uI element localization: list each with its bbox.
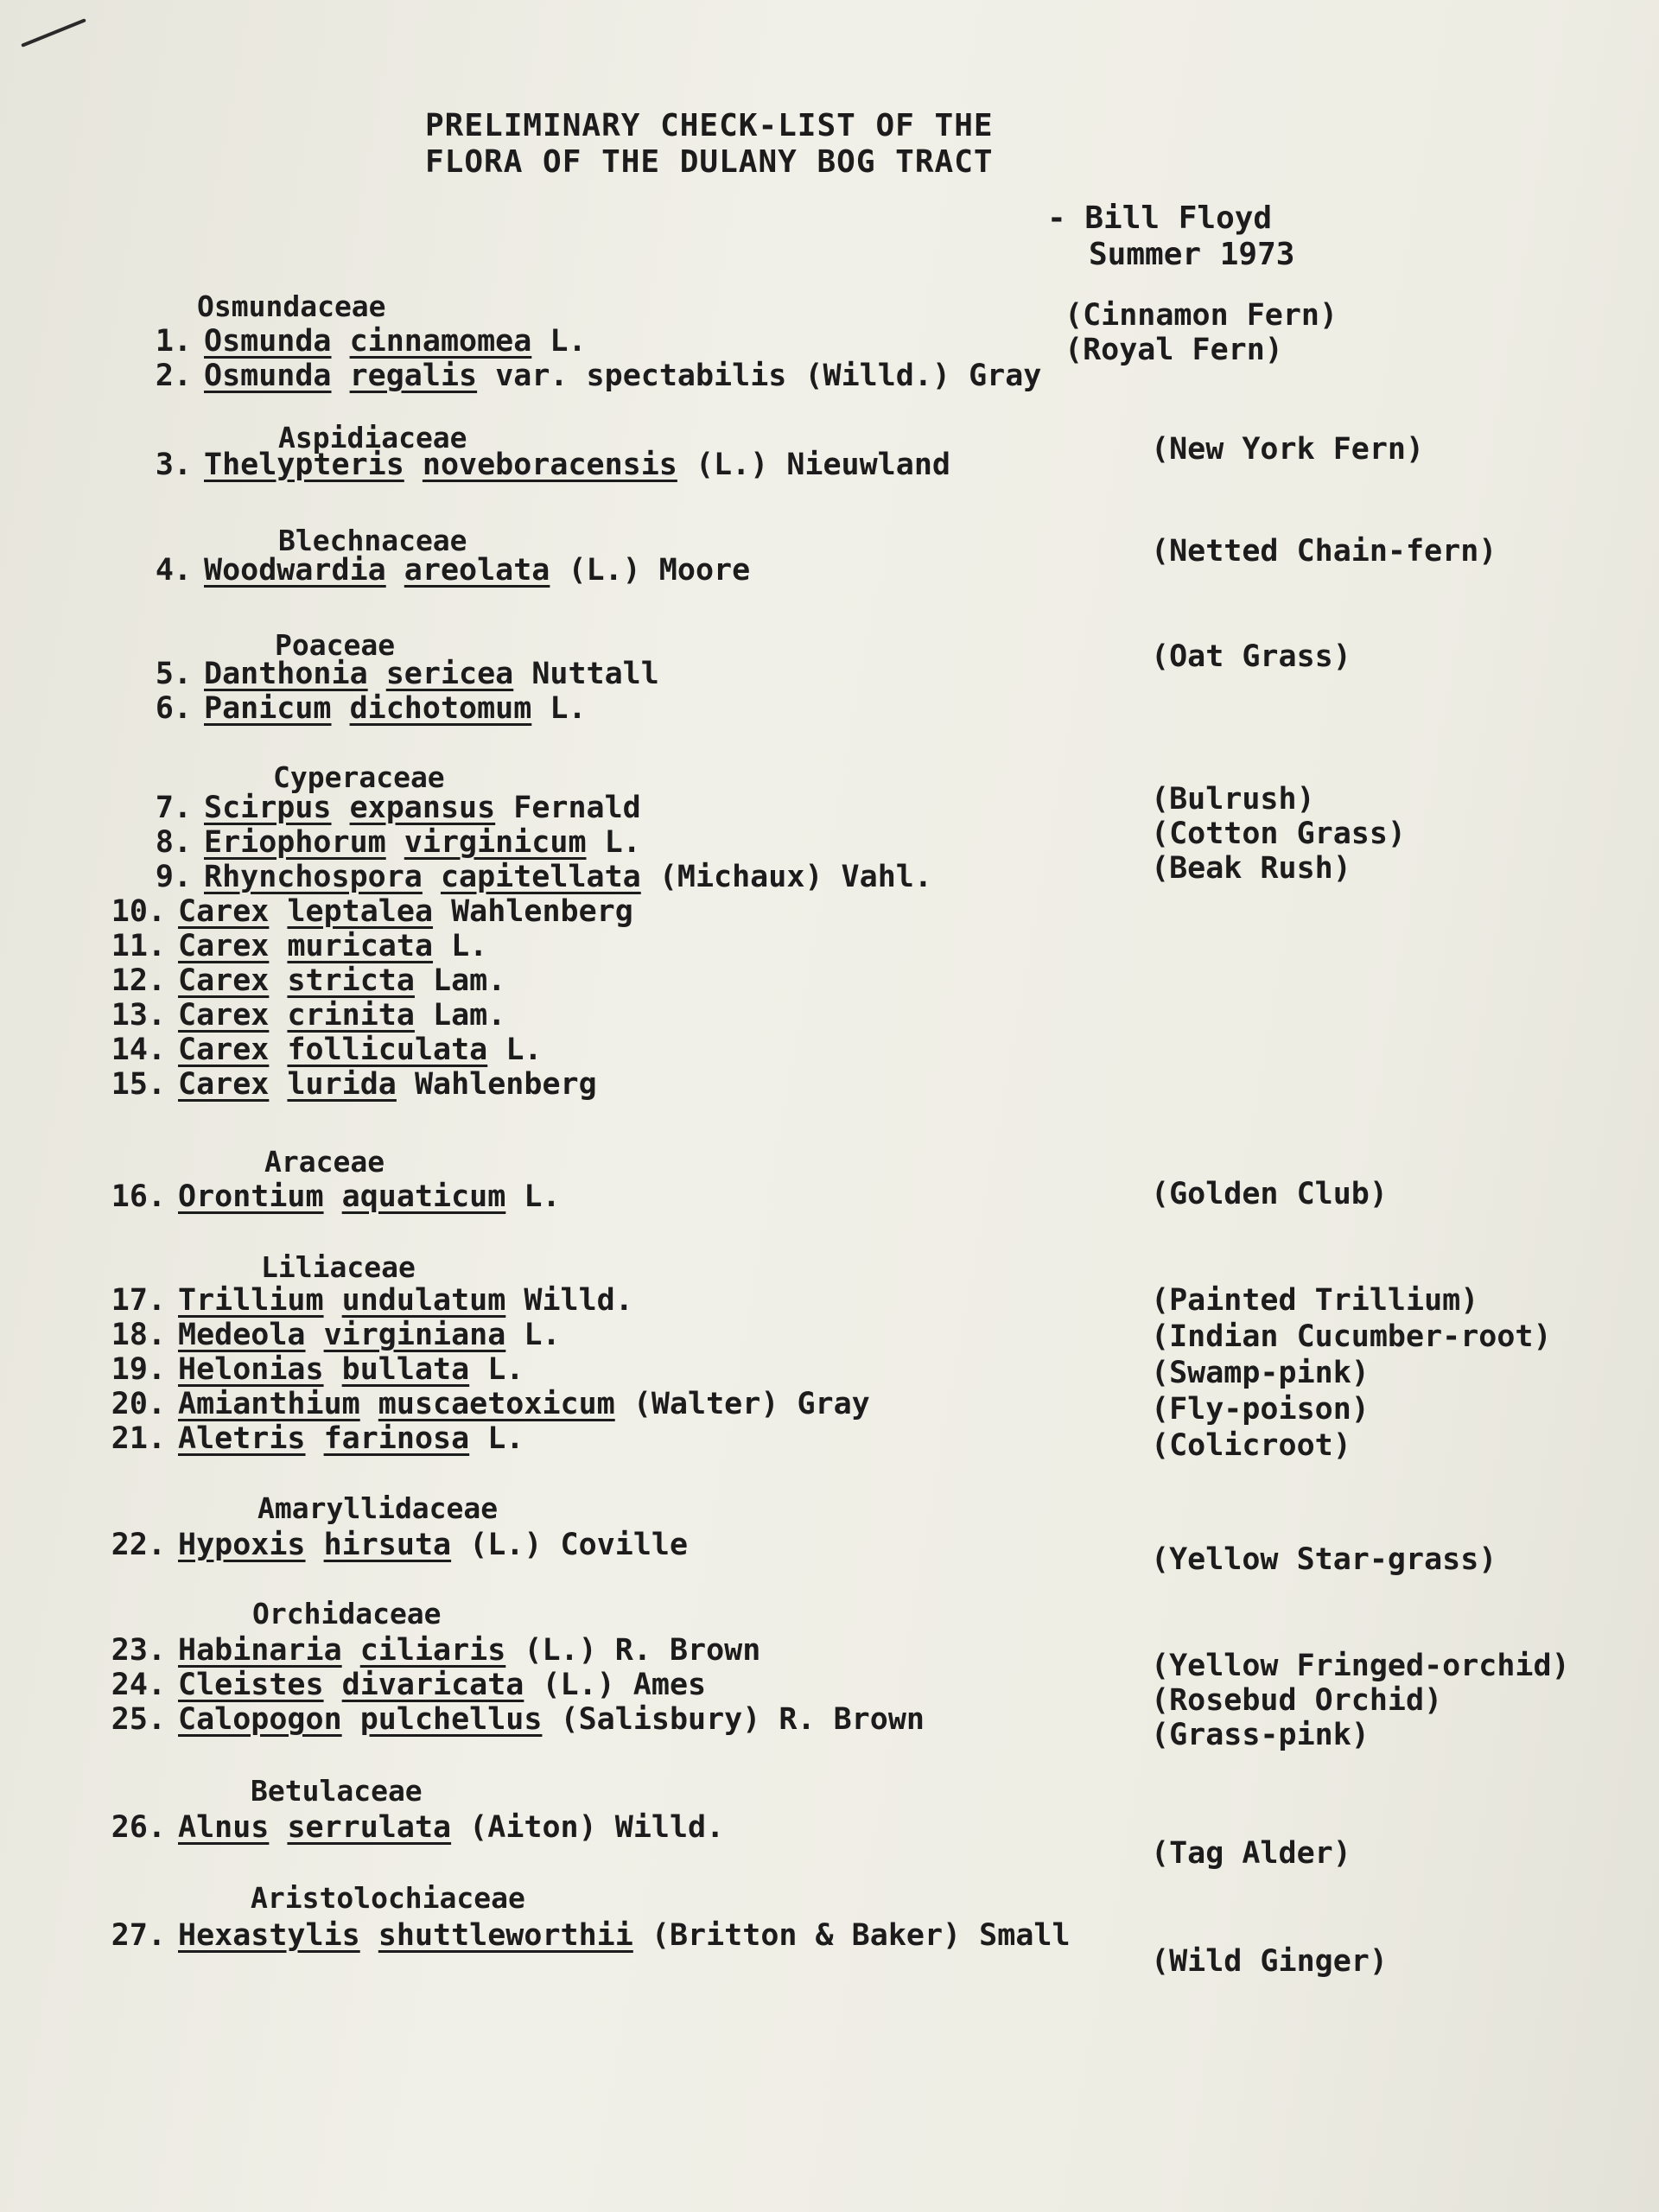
- author-abbrev: L.: [487, 1352, 524, 1387]
- common-name: (Tag Alder): [1151, 1836, 1351, 1871]
- author-abbrev: (Willd.) Gray: [804, 359, 1042, 393]
- author-abbrev: Lam.: [433, 998, 506, 1033]
- species-epithet: dichotomum: [349, 691, 532, 726]
- species-epithet: bullata: [341, 1352, 470, 1387]
- author-abbrev: (L.) Ames: [542, 1668, 707, 1702]
- species-number: 9.: [155, 860, 192, 894]
- species-epithet: muricata: [287, 929, 434, 963]
- author-abbrev: L.: [524, 1318, 561, 1352]
- species-epithet: aquaticum: [341, 1179, 506, 1214]
- genus-name: Panicum: [204, 691, 332, 726]
- author-abbrev: (Salisbury) R. Brown: [560, 1702, 925, 1737]
- genus-name: Cleistes: [178, 1668, 324, 1702]
- common-name: (Grass-pink): [1151, 1718, 1370, 1752]
- author-abbrev: Lam.: [433, 963, 506, 998]
- species-row: [86, 1352, 524, 1387]
- species-epithet: undulatum: [341, 1283, 506, 1318]
- species-row: [86, 1918, 1071, 1953]
- species-number: 26.: [111, 1810, 166, 1845]
- species-epithet: areolata: [404, 553, 550, 588]
- species-number: 5.: [155, 657, 192, 691]
- species-number: 18.: [111, 1318, 166, 1352]
- species-row: [86, 894, 633, 929]
- variety-name: var. spectabilis: [495, 359, 787, 393]
- author-abbrev: L.: [505, 1033, 543, 1067]
- title-line-1: PRELIMINARY CHECK-LIST OF THE: [425, 108, 994, 143]
- species-row: [112, 324, 587, 359]
- genus-name: Woodwardia: [204, 553, 386, 588]
- genus-name: Trillium: [178, 1283, 324, 1318]
- author-abbrev: L.: [550, 324, 587, 359]
- species-row: [112, 359, 1041, 393]
- species-row: [86, 998, 505, 1033]
- species-number: 19.: [111, 1352, 166, 1387]
- common-name: (Painted Trillium): [1151, 1283, 1479, 1318]
- author-abbrev: Wahlenberg: [414, 1067, 597, 1102]
- common-name: (Netted Chain-fern): [1151, 534, 1497, 569]
- author-abbrev: L.: [550, 691, 587, 726]
- species-epithet: farinosa: [323, 1421, 470, 1456]
- genus-name: Amianthium: [178, 1387, 360, 1421]
- author-abbrev: L.: [524, 1179, 561, 1214]
- species-epithet: leptalea: [287, 894, 434, 929]
- species-epithet: lurida: [287, 1067, 397, 1102]
- common-name: (Yellow Star-grass): [1151, 1542, 1497, 1577]
- species-row: [112, 860, 932, 894]
- genus-name: Helonias: [178, 1352, 324, 1387]
- genus-name: Calopogon: [178, 1702, 342, 1737]
- family-heading: Araceae: [264, 1145, 385, 1179]
- species-number: 12.: [111, 963, 166, 998]
- genus-name: Carex: [178, 1067, 270, 1102]
- author-abbrev: (L.) R. Brown: [524, 1633, 761, 1668]
- species-number: 13.: [111, 998, 166, 1033]
- title-line-2: FLORA OF THE DULANY BOG TRACT: [425, 144, 994, 180]
- common-name: (Fly-poison): [1151, 1392, 1370, 1427]
- genus-name: Carex: [178, 1033, 270, 1067]
- author-name: - Bill Floyd: [1047, 200, 1273, 236]
- species-row: [86, 1810, 724, 1845]
- genus-name: Eriophorum: [204, 825, 386, 860]
- species-epithet: sericea: [385, 657, 514, 691]
- genus-name: Orontium: [178, 1179, 324, 1214]
- author-abbrev: (Britton & Baker) Small: [651, 1918, 1071, 1953]
- genus-name: Carex: [178, 929, 270, 963]
- genus-name: Thelypteris: [204, 448, 404, 482]
- family-heading: Osmundaceae: [197, 289, 386, 323]
- common-name: (Bulrush): [1151, 782, 1315, 817]
- genus-name: Carex: [178, 894, 270, 929]
- author-abbrev: (Aiton) Willd.: [469, 1810, 725, 1845]
- species-epithet: pulchellus: [359, 1702, 543, 1737]
- species-row: [86, 1067, 597, 1102]
- author-abbrev: (L.) Moore: [568, 553, 751, 588]
- genus-name: Osmunda: [204, 324, 332, 359]
- species-row: [86, 1528, 688, 1562]
- author-abbrev: (Michaux) Vahl.: [658, 860, 932, 894]
- species-row: [112, 448, 950, 482]
- family-heading: Aristolochiaceae: [251, 1881, 525, 1915]
- genus-name: Danthonia: [204, 657, 368, 691]
- species-number: 24.: [111, 1668, 166, 1702]
- species-number: 20.: [111, 1387, 166, 1421]
- family-heading: Amaryllidaceae: [257, 1491, 499, 1525]
- genus-name: Hypoxis: [178, 1528, 306, 1562]
- species-row: [112, 791, 641, 825]
- species-row: [112, 657, 659, 691]
- family-heading: Blechnaceae: [278, 524, 467, 557]
- common-name: (Rosebud Orchid): [1151, 1683, 1443, 1718]
- author-block: [1047, 200, 1294, 273]
- species-number: 23.: [111, 1633, 166, 1668]
- species-number: 6.: [155, 691, 192, 726]
- species-number: 10.: [111, 894, 166, 929]
- common-name: (Beak Rush): [1151, 851, 1351, 886]
- species-number: 14.: [111, 1033, 166, 1067]
- species-number: 11.: [111, 929, 166, 963]
- genus-name: Hexastylis: [178, 1918, 360, 1953]
- genus-name: Scirpus: [204, 791, 332, 825]
- common-name: (Wild Ginger): [1151, 1944, 1388, 1979]
- species-epithet: hirsuta: [323, 1528, 452, 1562]
- genus-name: Habinaria: [178, 1633, 342, 1668]
- species-epithet: divaricata: [341, 1668, 524, 1702]
- common-name: (Royal Fern): [1065, 333, 1283, 367]
- author-abbrev: Nuttall: [531, 657, 659, 691]
- species-number: 4.: [155, 553, 192, 588]
- species-row: [86, 1633, 760, 1668]
- author-abbrev: Willd.: [524, 1283, 633, 1318]
- species-row: [112, 691, 587, 726]
- species-number: 22.: [111, 1528, 166, 1562]
- species-epithet: folliculata: [287, 1033, 488, 1067]
- species-epithet: virginicum: [404, 825, 587, 860]
- species-row: [112, 825, 641, 860]
- species-number: 16.: [111, 1179, 166, 1214]
- author-abbrev: (L.) Coville: [469, 1528, 689, 1562]
- common-name: (Colicroot): [1151, 1428, 1351, 1463]
- document-title: [425, 108, 994, 181]
- author-date: Summer 1973: [1089, 237, 1295, 272]
- species-number: 8.: [155, 825, 192, 860]
- common-name: (Indian Cucumber-root): [1151, 1319, 1552, 1354]
- family-heading: Aspidiaceae: [278, 421, 467, 454]
- species-epithet: shuttleworthii: [378, 1918, 633, 1953]
- family-heading: Betulaceae: [251, 1774, 423, 1808]
- species-epithet: capitellata: [440, 860, 641, 894]
- author-abbrev: L.: [604, 825, 641, 860]
- species-epithet: serrulata: [287, 1810, 452, 1845]
- pen-mark: [21, 18, 86, 48]
- species-number: 27.: [111, 1918, 166, 1953]
- species-row: [86, 1668, 706, 1702]
- species-number: 25.: [111, 1702, 166, 1737]
- common-name: (New York Fern): [1151, 432, 1425, 467]
- genus-name: Osmunda: [204, 359, 332, 393]
- genus-name: Rhynchospora: [204, 860, 423, 894]
- species-row: [86, 963, 505, 998]
- genus-name: Alnus: [178, 1810, 270, 1845]
- family-heading: Orchidaceae: [252, 1597, 442, 1630]
- species-number: 2.: [155, 359, 192, 393]
- common-name: (Yellow Fringed-orchid): [1151, 1649, 1570, 1683]
- species-row: [86, 929, 487, 963]
- species-number: 7.: [155, 791, 192, 825]
- species-row: [112, 553, 750, 588]
- author-abbrev: (Walter) Gray: [632, 1387, 870, 1421]
- species-row: [86, 1179, 561, 1214]
- common-name: (Cinnamon Fern): [1065, 298, 1338, 333]
- species-epithet: regalis: [349, 359, 478, 393]
- family-heading: Cyperaceae: [273, 760, 445, 794]
- author-abbrev: L.: [451, 929, 488, 963]
- author-abbrev: (L.) Nieuwland: [695, 448, 950, 482]
- common-name: (Golden Club): [1151, 1177, 1388, 1211]
- family-heading: Poaceae: [275, 628, 396, 662]
- genus-name: Medeola: [178, 1318, 306, 1352]
- species-row: [86, 1387, 870, 1421]
- species-number: 21.: [111, 1421, 166, 1456]
- species-row: [86, 1702, 925, 1737]
- species-row: [86, 1318, 561, 1352]
- author-abbrev: Fernald: [513, 791, 641, 825]
- species-number: 15.: [111, 1067, 166, 1102]
- common-name: (Swamp-pink): [1151, 1356, 1370, 1390]
- author-abbrev: Wahlenberg: [451, 894, 633, 929]
- species-number: 3.: [155, 448, 192, 482]
- species-number: 17.: [111, 1283, 166, 1318]
- author-abbrev: L.: [487, 1421, 524, 1456]
- species-epithet: expansus: [349, 791, 496, 825]
- species-epithet: noveboracensis: [422, 448, 677, 482]
- species-epithet: stricta: [287, 963, 415, 998]
- species-epithet: cinnamomea: [349, 324, 532, 359]
- species-epithet: ciliaris: [359, 1633, 506, 1668]
- common-name: (Oat Grass): [1151, 639, 1351, 674]
- genus-name: Carex: [178, 963, 270, 998]
- genus-name: Aletris: [178, 1421, 306, 1456]
- species-row: [86, 1033, 542, 1067]
- species-epithet: muscaetoxicum: [378, 1387, 615, 1421]
- species-row: [86, 1283, 633, 1318]
- species-number: 1.: [155, 324, 192, 359]
- genus-name: Carex: [178, 998, 270, 1033]
- species-row: [86, 1421, 524, 1456]
- family-heading: Liliaceae: [261, 1250, 416, 1284]
- species-epithet: crinita: [287, 998, 415, 1033]
- common-name: (Cotton Grass): [1151, 817, 1407, 851]
- species-epithet: virginiana: [323, 1318, 506, 1352]
